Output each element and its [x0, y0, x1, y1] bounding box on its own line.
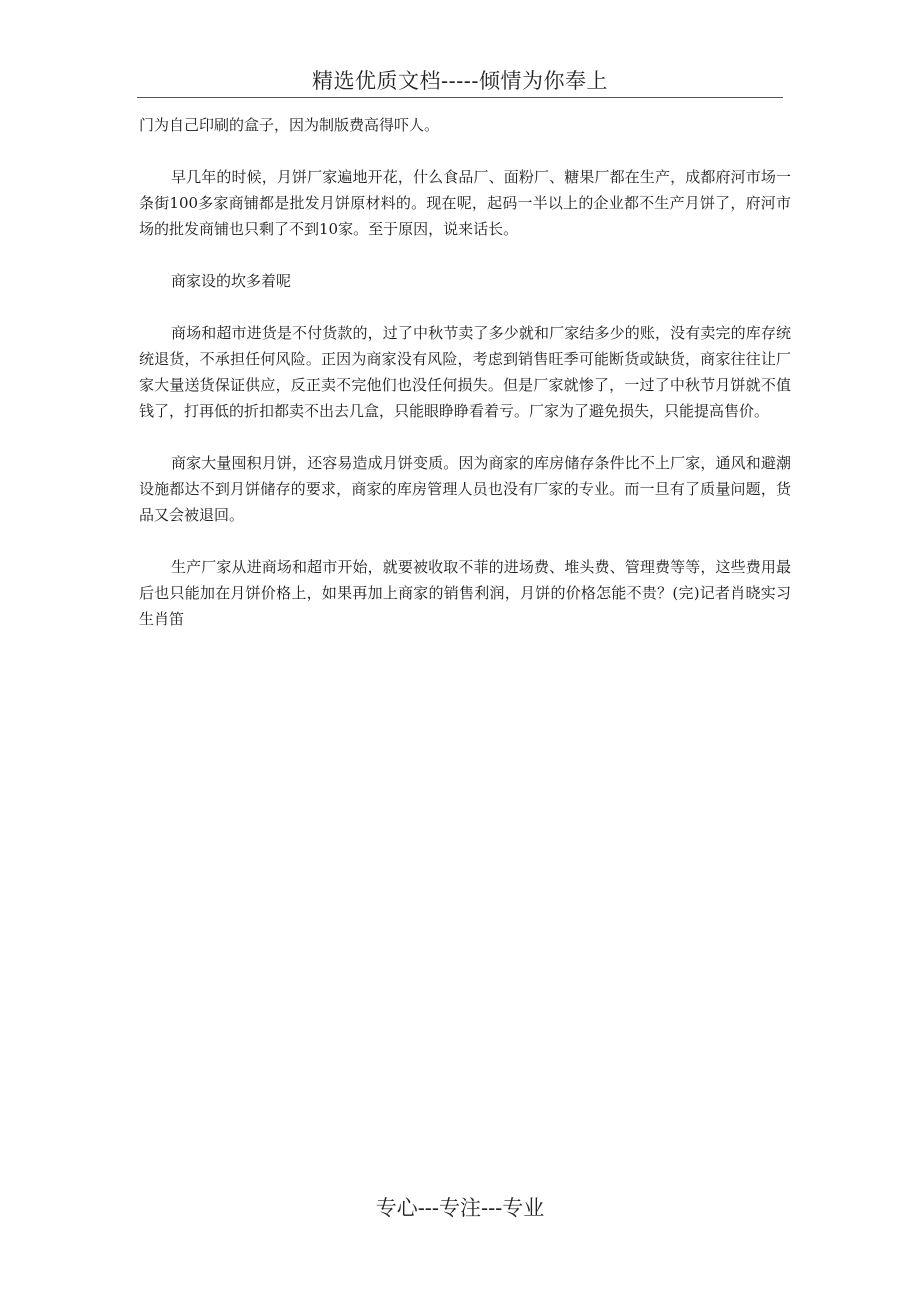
paragraph: 生产厂家从进商场和超市开始，就要被收取不菲的进场费、堆头费、管理费等等，这些费用最后也只能加在月饼价格上，如果再加上商家的销售利润，月饼的价格怎能不贵？(完)记者肖晓实习生肖笛	[139, 558, 791, 628]
paragraph: 早几年的时候，月饼厂家遍地开花，什么食品厂、面粉厂、糖果厂都在生产，成都府河市场一条街100多家商铺都是批发月饼原材料的。现在呢，起码一半以上的企业都不生产月饼了，府河市场的批发商铺也只剩了不到10家。至于原因，说来话长。	[139, 168, 791, 238]
header-divider	[137, 97, 783, 98]
page-header: 精选优质文档-----倾情为你奉上	[312, 69, 608, 93]
page-footer: 专心---专注---专业	[375, 1196, 545, 1220]
section-heading: 商家设的坎多着呢	[171, 272, 292, 290]
paragraph: 商家大量囤积月饼，还容易造成月饼变质。因为商家的库房储存条件比不上厂家，通风和避潮设施都达不到月饼储存的要求，商家的库房管理人员也没有厂家的专业。而一旦有了质量问题，货品又会被退回。	[139, 454, 791, 524]
paragraph: 商场和超市进货是不付货款的，过了中秋节卖了多少就和厂家结多少的账，没有卖完的库存统统退货，不承担任何风险。正因为商家没有风险，考虑到销售旺季可能断货或缺货，商家往往让厂家大量送货保证供应，反正卖不完他们也没任何损失。但是厂家就惨了，一过了中秋节月饼就不值钱了，打再低的折扣都卖不出去几盒，只能眼睁睁看着亏。厂家为了避免损失，只能提高售价。	[139, 324, 791, 420]
paragraph-continuation: 门为自己印刷的盒子，因为制版费高得吓人。	[139, 116, 440, 134]
article-body	[139, 112, 791, 658]
